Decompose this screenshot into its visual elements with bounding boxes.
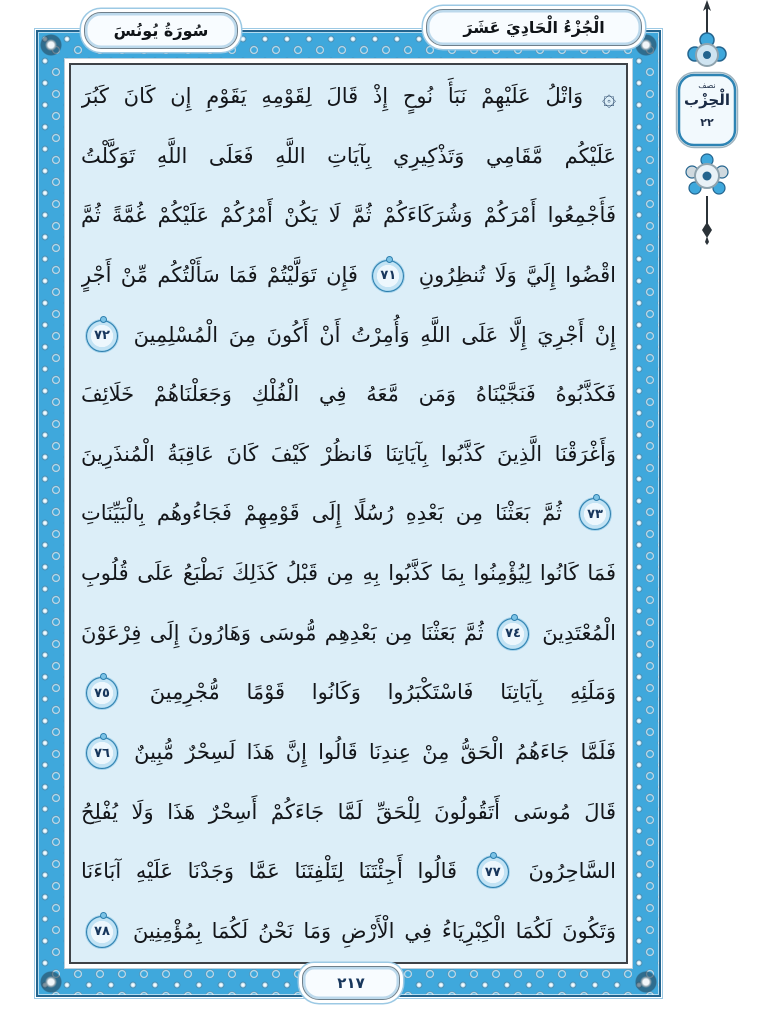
quran-line <box>81 186 616 244</box>
quran-line <box>81 365 616 423</box>
verse-end-marker: ٧٨ <box>86 916 118 948</box>
surah-title-cartouche <box>84 12 238 49</box>
rub-el-hizb-icon: ۞ <box>601 83 616 111</box>
hizb-word: الْحِزْب <box>684 91 730 109</box>
verse-text: فَأَجْمِعُوا أَمْرَكُمْ وَشُرَكَاءَكُمْ ثُمَّ لَا يَكُنْ أَمْرُكُمْ عَلَيْكُمْ غُمَّةً ثُمَّ <box>81 203 616 228</box>
verse-end-marker: ٧٣ <box>579 498 611 530</box>
page-number-cartouche <box>302 966 400 1000</box>
verse-end-marker: ٧١ <box>372 260 404 292</box>
quran-line <box>81 484 616 542</box>
verse-text: فَمَا كَانُوا لِيُؤْمِنُوا بِمَا كَذَّبُوا بِهِ مِن قَبْلُ كَذَلِكَ نَطْبَعُ عَلَى قُلُوبِ <box>81 561 616 586</box>
verse-text: الْمُعْتَدِينَ <box>542 620 616 645</box>
verse-text: فَكَذَّبُوهُ فَنَجَّيْنَاهُ وَمَن مَّعَهُ فِي الْفُلْكِ وَجَعَلْنَاهُمْ خَلَائِفَ <box>81 382 616 407</box>
border-corner-rosette <box>38 32 64 58</box>
quran-line <box>81 127 616 185</box>
verse-text: فَإِن تَوَلَّيْتُمْ فَمَا سَأَلْتُكُم مِّنْ أَجْرٍ <box>81 262 358 287</box>
verse-text: عَلَيْكُم مَّقَامِي وَتَذْكِيرِي بِآيَاتِ اللَّهِ فَعَلَى اللَّهِ تَوَكَّلْتُ <box>81 143 616 168</box>
quran-line <box>81 604 616 662</box>
verse-end-marker: ٧٢ <box>86 320 118 352</box>
hizb-number: ٢٢ <box>700 116 714 129</box>
page-number: ٢١٧ <box>337 974 365 992</box>
text-panel <box>69 63 628 964</box>
quran-line <box>81 783 616 841</box>
verse-text: إِنْ أَجْرِيَ إِلَّا عَلَى اللَّهِ وَأُمِرْتُ أَنْ أَكُونَ مِنَ الْمُسْلِمِينَ <box>133 322 616 347</box>
border-corner-rosette <box>38 969 64 995</box>
quran-line <box>81 246 616 304</box>
quran-line <box>81 663 616 721</box>
decorative-border-frame <box>36 30 661 997</box>
verse-end-marker: ٧٦ <box>86 737 118 769</box>
hizb-half-label: نصف <box>698 81 716 90</box>
juz-title: الْجُزْءُ الْحَادِيَ عَشَرَ <box>463 18 605 37</box>
quran-line <box>81 67 616 125</box>
verse-end-marker: ٧٤ <box>497 618 529 650</box>
quran-line <box>81 544 616 602</box>
verse-text: وَتَكُونَ لَكُمَا الْكِبْرِيَاءُ فِي الْأَرْضِ وَمَا نَحْنُ لَكُمَا بِمُؤْمِنِينَ <box>132 918 616 943</box>
inner-margin-panel <box>64 58 633 969</box>
quran-line <box>81 425 616 483</box>
verse-text: السَّاحِرُونَ <box>528 859 616 884</box>
quran-line <box>81 842 616 900</box>
verse-text: وَأَغْرَقْنَا الَّذِينَ كَذَّبُوا بِآيَاتِنَا فَانظُرْ كَيْفَ كَانَ عَاقِبَةُ الْمُنذَرِينَ <box>81 441 616 466</box>
verse-text: قَالَ مُوسَى أَتَقُولُونَ لِلْحَقِّ لَمَّا جَاءَكُمْ أَسِحْرٌ هَذَا وَلَا يُفْلِحُ <box>81 799 616 824</box>
verse-text: اقْضُوا إِلَيَّ وَلَا تُنظِرُونِ <box>418 262 616 287</box>
juz-title-cartouche <box>426 9 642 46</box>
quran-text <box>81 67 616 960</box>
surah-title: سُورَةُ يُونُسَ <box>113 21 209 40</box>
verse-text: ثُمَّ بَعَثْنَا مِن بَعْدِهِ رُسُلًا إِلَى قَوْمِهِمْ فَجَاءُوهُم بِالْبَيِّنَاتِ <box>81 501 562 526</box>
verse-end-marker: ٧٧ <box>477 856 509 888</box>
verse-text: وَاتْلُ عَلَيْهِمْ نَبَأَ نُوحٍ إِذْ قَالَ لِقَوْمِهِ يَقَوْمِ إِن كَانَ كَبُرَ <box>81 84 584 108</box>
quran-line <box>81 306 616 364</box>
hizb-ornament <box>668 0 748 245</box>
quran-line <box>81 902 616 960</box>
verse-end-marker: ٧٥ <box>86 677 118 709</box>
verse-text: فَلَمَّا جَاءَهُمُ الْحَقُّ مِنْ عِندِنَا قَالُوا إِنَّ هَذَا لَسِحْرٌ مُّبِينٌ <box>134 740 616 765</box>
quran-line <box>81 723 616 781</box>
verse-text: ثُمَّ بَعَثْنَا مِن بَعْدِهِم مُّوسَى وَهَارُونَ إِلَى فِرْعَوْنَ <box>81 620 484 645</box>
border-corner-rosette <box>633 969 659 995</box>
verse-text: قَالُوا أَجِئْتَنَا لِتَلْفِتَنَا عَمَّا وَجَدْنَا عَلَيْهِ آبَاءَنَا <box>81 859 458 884</box>
verse-text: وَمَلَئِهِ بِآيَاتِنَا فَاسْتَكْبَرُوا وَكَانُوا قَوْمًا مُّجْرِمِينَ <box>149 680 616 705</box>
